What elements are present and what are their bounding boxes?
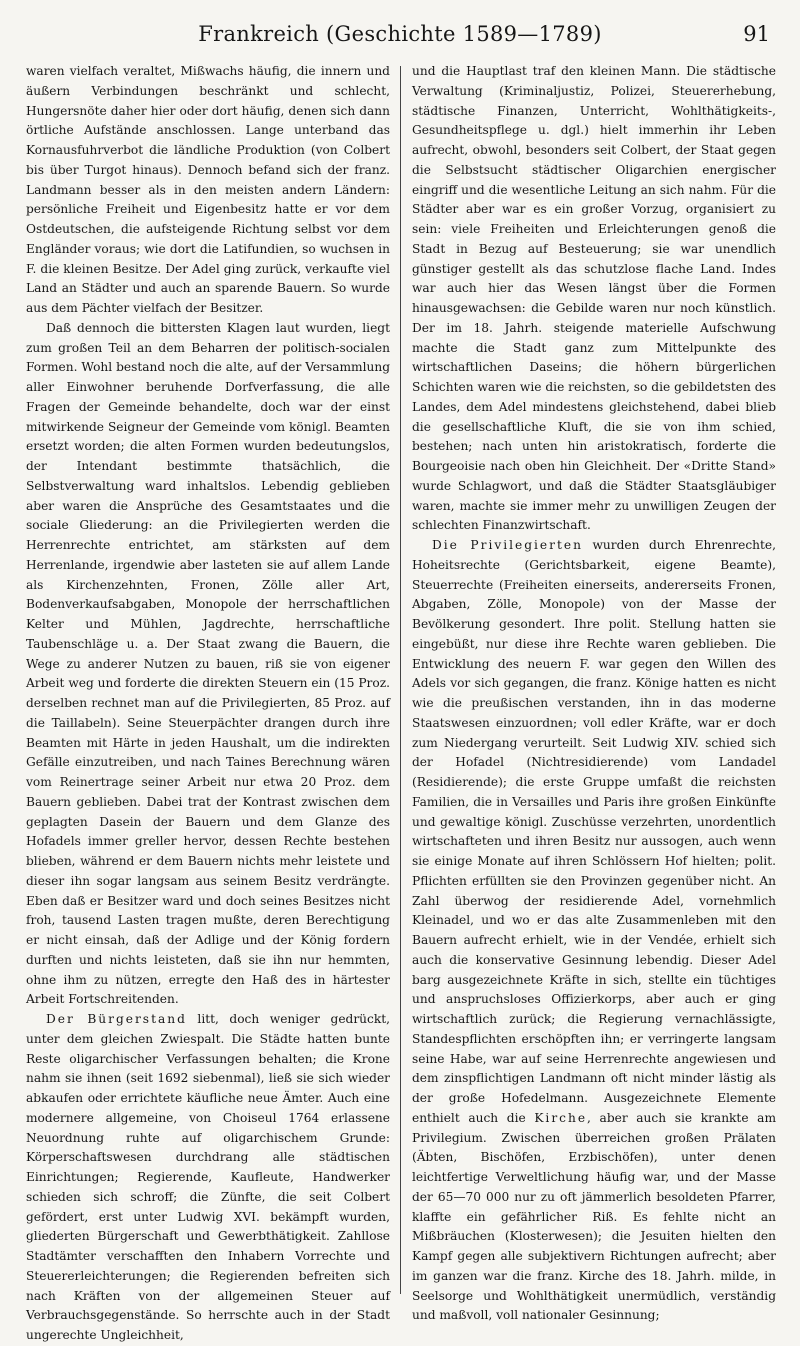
paragraph [412,536,776,1326]
paragraph: waren vielfach veraltet, Mißwachs häufig, die innern und äußern Verbindungen beschränkt und schlecht, Hungersnöte daher hier oder dort häufig, denen sich dann örtliche Aufstände anschlossen. Lange unterband das Kornausfuhrverbot die ländliche Produktion (von Colbert bis über Turgot hinaus). Dennoch befand sich der franz. Landmann besser als in den meisten andern Ländern: persönliche Freiheit und Eigenbesitz hatte er vor dem Ostdeutschen, die aufsteigende Richtung selbst vor dem Engländer voraus; wie dort die Latifundien, so wuchsen in F. die kleinen Besitze. Der Adel ging zurück, verkaufte viel Land an Städter und auch an sparende Bauern. So wurde aus dem Pächter vielfach der Besitzer. [26,64,390,315]
right-column [412,62,776,1323]
paragraph-text: litt, doch weniger gedrückt, unter dem gleichen Zwiespalt. Die Städte hatten bunte Reste oligarchischer Verfassungen behalten; die Krone nahm sie ihnen (seit 1692 siebenmal), ließ sie sich wieder abkaufen oder errichtete käufliche neue Ämter. Auch eine modernere allgemeine, von Choiseul 1764 erlassene Neuordnung ruhte auf oligarchischem Grunde: Körperschaftswesen durchdrang alle städtischen Einrichtungen; Regierende, Kaufleute, Handwerker schieden sich schroff; die Zünfte, die seit Colbert gefördert, erst unter Ludwig XVI. bekämpft wurden, gliederten Bürgerschaft und Gewerbthätigkeit. Zahllose Stadtämter verschafften den Inhabern Vorrechte und Steuererleichterungen; die Regierenden befreiten sich nach Kräften von der allgemeinen Steuer auf Verbrauchsgegenstände. So herrschte auch in der Stadt ungerechte Ungleichheit, [26,1012,390,1342]
paragraph-text: , aber auch sie krankte am Privilegium. Zwischen überreichen großen Prälaten (Äbten, Bischöfen, Erzbischöfen), unter denen leichtfertige Verweltlichung häufig war, und der Masse der 65—70 000 nur zu oft jämmerlich besoldeten Pfarrer, klaffte ein gefährlicher Riß. Es fehlte nicht an Mißbräuchen (Klosterwesen); die Jesuiten hielten den Kampf gegen alle subjektivern Richtungen aufrecht; aber im ganzen war die franz. Kirche des 18. Jahrh. milde, in Seelsorge und Wohlthätigkeit unermüdlich, verständig und maßvoll, voll nationaler Gesinnung; [412,1110,776,1323]
running-title: Frankreich (Geschichte 1589—1789) [198,22,602,46]
page-number: 91 [743,22,770,46]
paragraph [26,1010,390,1346]
column-divider [400,66,401,1294]
paragraph: Daß dennoch die bittersten Klagen laut wurden, liegt zum großen Teil an dem Beharren der politisch-socialen Formen. Wohl bestand noch die alte, auf der Versammlung aller Einwohner beruhende Dorfverfassung, die alle Fragen der Gemeinde behandelte, doch war der einst mitwirkende Seigneur der Gemeinde vom königl. Beamten ersetzt worden; die alten Formen wurden bedeutungslos, der Intendant bestimmte thatsächlich, die Selbstverwaltung ward inhaltslos. Lebendig geblieben aber waren die Ansprüche des Gesamtstaates und die sociale Gliederung: an die Privilegierten werden die Herrenrechte entrichtet, am stärksten auf dem Herrenlande, irgendwie aber lasteten sie auf allem Lande als Kirchenzehnten, Fronen, Zölle aller Art, Bodenverkaufsabgaben, Monopole der herrschaftlichen Kelter und Mühlen, Jagdrechte, herrschaftliche Taubenschläge u. a. Der Staat zwang die Bauern, die Wege zu anderer Nutzen zu bauen, riß sie von eigener Arbeit weg und forderte die direkten Steuern ein (15 Proz. derselben rechnet man auf die Privilegierten, 85 Proz. auf die Taillabeln). Seine Steuerpächter drangen durch ihre Beamten mit Härte in jeden Haushalt, um die indirekten Gefälle einzutreiben, und nach Taines Berechnung wären vom Reinertrage seiner Arbeit nur etwa 20 Proz. dem Bauern geblieben. Dabei trat der Kontrast zwischen dem geplagten Dasein der Bauern und dem Glanze des Hofadels immer greller hervor, dessen Rechte bestehen blieben, während er dem Bauern nichts mehr leistete und dieser ihn sogar langsam aus seinem Besitz verdrängte. Eben daß er Besitzer ward und doch seines Besitzes nicht froh, tausend Lasten tragen mußte, deren Berechtigung er nicht einsah, daß der Adlige und der König fordern durften und nichts leisteten, daß sie ihn nur hemmten, ohne ihm zu nützen, erregte den Haß des in härtester Arbeit Fortschreitenden. [26,320,390,1007]
section-term: Kirche [534,1110,588,1125]
paragraph-text: wurden durch Ehrenrechte, Hoheitsrechte (Gerichtsbarkeit, eigene Beamte), Steuerrechte (Freiheiten einerseits, andererseits Fronen, Abgaben, Zölle, Monopole) von der Masse der Bevölkerung gesondert. Ihre polit. Stellung hatten sie eingebüßt, nur diese ihre Rechte waren geblieben. Die Entwicklung des neuern F. war gegen den Willen des Adels vor sich gegangen, die franz. Könige hatten es nicht wie die preußischen verstanden, ihn in das moderne Staatswesen einzuordnen; voll edler Kräfte, war er doch zum Niedergang verurteilt. Seit Ludwig XIV. schied sich der Hofadel (Nichtresidierende) vom Landadel (Residierende); die erste Gruppe umfaßt die reichsten Familien, die in Versailles und Paris ihre großen Einkünfte und gewaltige königl. Zuschüsse verzehrten, unordentlich wirtschafteten und ihren Besitz nur aussogen, auch wenn sie einige Monate auf ihren Schlössern Hof hielten; polit. Pflichten erfüllten sie den Provinzen gegenüber nicht. An Zahl überwog der residierende Adel, vornehmlich Kleinadel, und wo er das alte Zusammenleben mit den Bauern aufrecht erhielt, wie in der Vendée, erhielt sich auch die konservative Gesinnung lebendig. Dieser Adel barg ausgezeichnete Kräfte in sich, stellte ein tüchtiges und anspruchsloses Offizierkorps, aber auch er ging wirtschaftlich zurück; die Regierung vernachlässigte, Standespflichten erschöpften ihn; er verringerte langsam seine Habe, war auf seine Herrenrechte angewiesen und dem zinspflichtigen Landmann oft nicht minder lästig als der große Hofedelmann. Ausgezeichnete Elemente enthielt auch die [412,538,776,1125]
section-term: Die Privilegierten [432,538,583,552]
text-columns [26,62,778,1342]
left-column [26,62,390,1342]
page-header [26,20,774,60]
paragraph: und die Hauptlast traf den kleinen Mann. Die städtische Verwaltung (Kriminaljustiz, Polizei, Steuererhebung, städtische Finanzen, Unterricht, Wohlthätigkeits-, Gesundheitspflege u. dgl.) hielt immerhin ihr Leben aufrecht, obwohl, besonders seit Colbert, der Staat gegen die Selbstsucht städtischer Oligarchien energischer eingriff und die wesentliche Leitung an sich nahm. Für die Städter aber war es ein großer Vorzug, organisiert zu sein: viele Freiheiten und Erleichterungen genoß die Stadt in Bezug auf Besteuerung; sie war unendlich günstiger gestellt als das schutzlose flache Land. Indes war auch hier das Wesen längst über die Formen hinausgewachsen: die Gebilde waren nur noch künstlich. Der im 18. Jahrh. steigende materielle Aufschwung machte die Stadt ganz zum Mittelpunkte des wirtschaftlichen Daseins; die höhern bürgerlichen Schichten waren wie die reichsten, so die gebildetsten des Landes, dem Adel mindestens gleichstehend, dabei blieb die gesellschaftliche Kluft, die sie von ihm schied, bestehen; nach unten hin aristokratisch, forderte die Bourgeoisie nach oben hin Gleichheit. Der «Dritte Stand» wurde Schlagwort, und daß die Städter Staatsgläubiger waren, machte sie immer mehr zu unwilligen Zeugen der schlechten Finanzwirtschaft. [412,64,776,533]
section-term: Der Bürgerstand [46,1012,187,1026]
